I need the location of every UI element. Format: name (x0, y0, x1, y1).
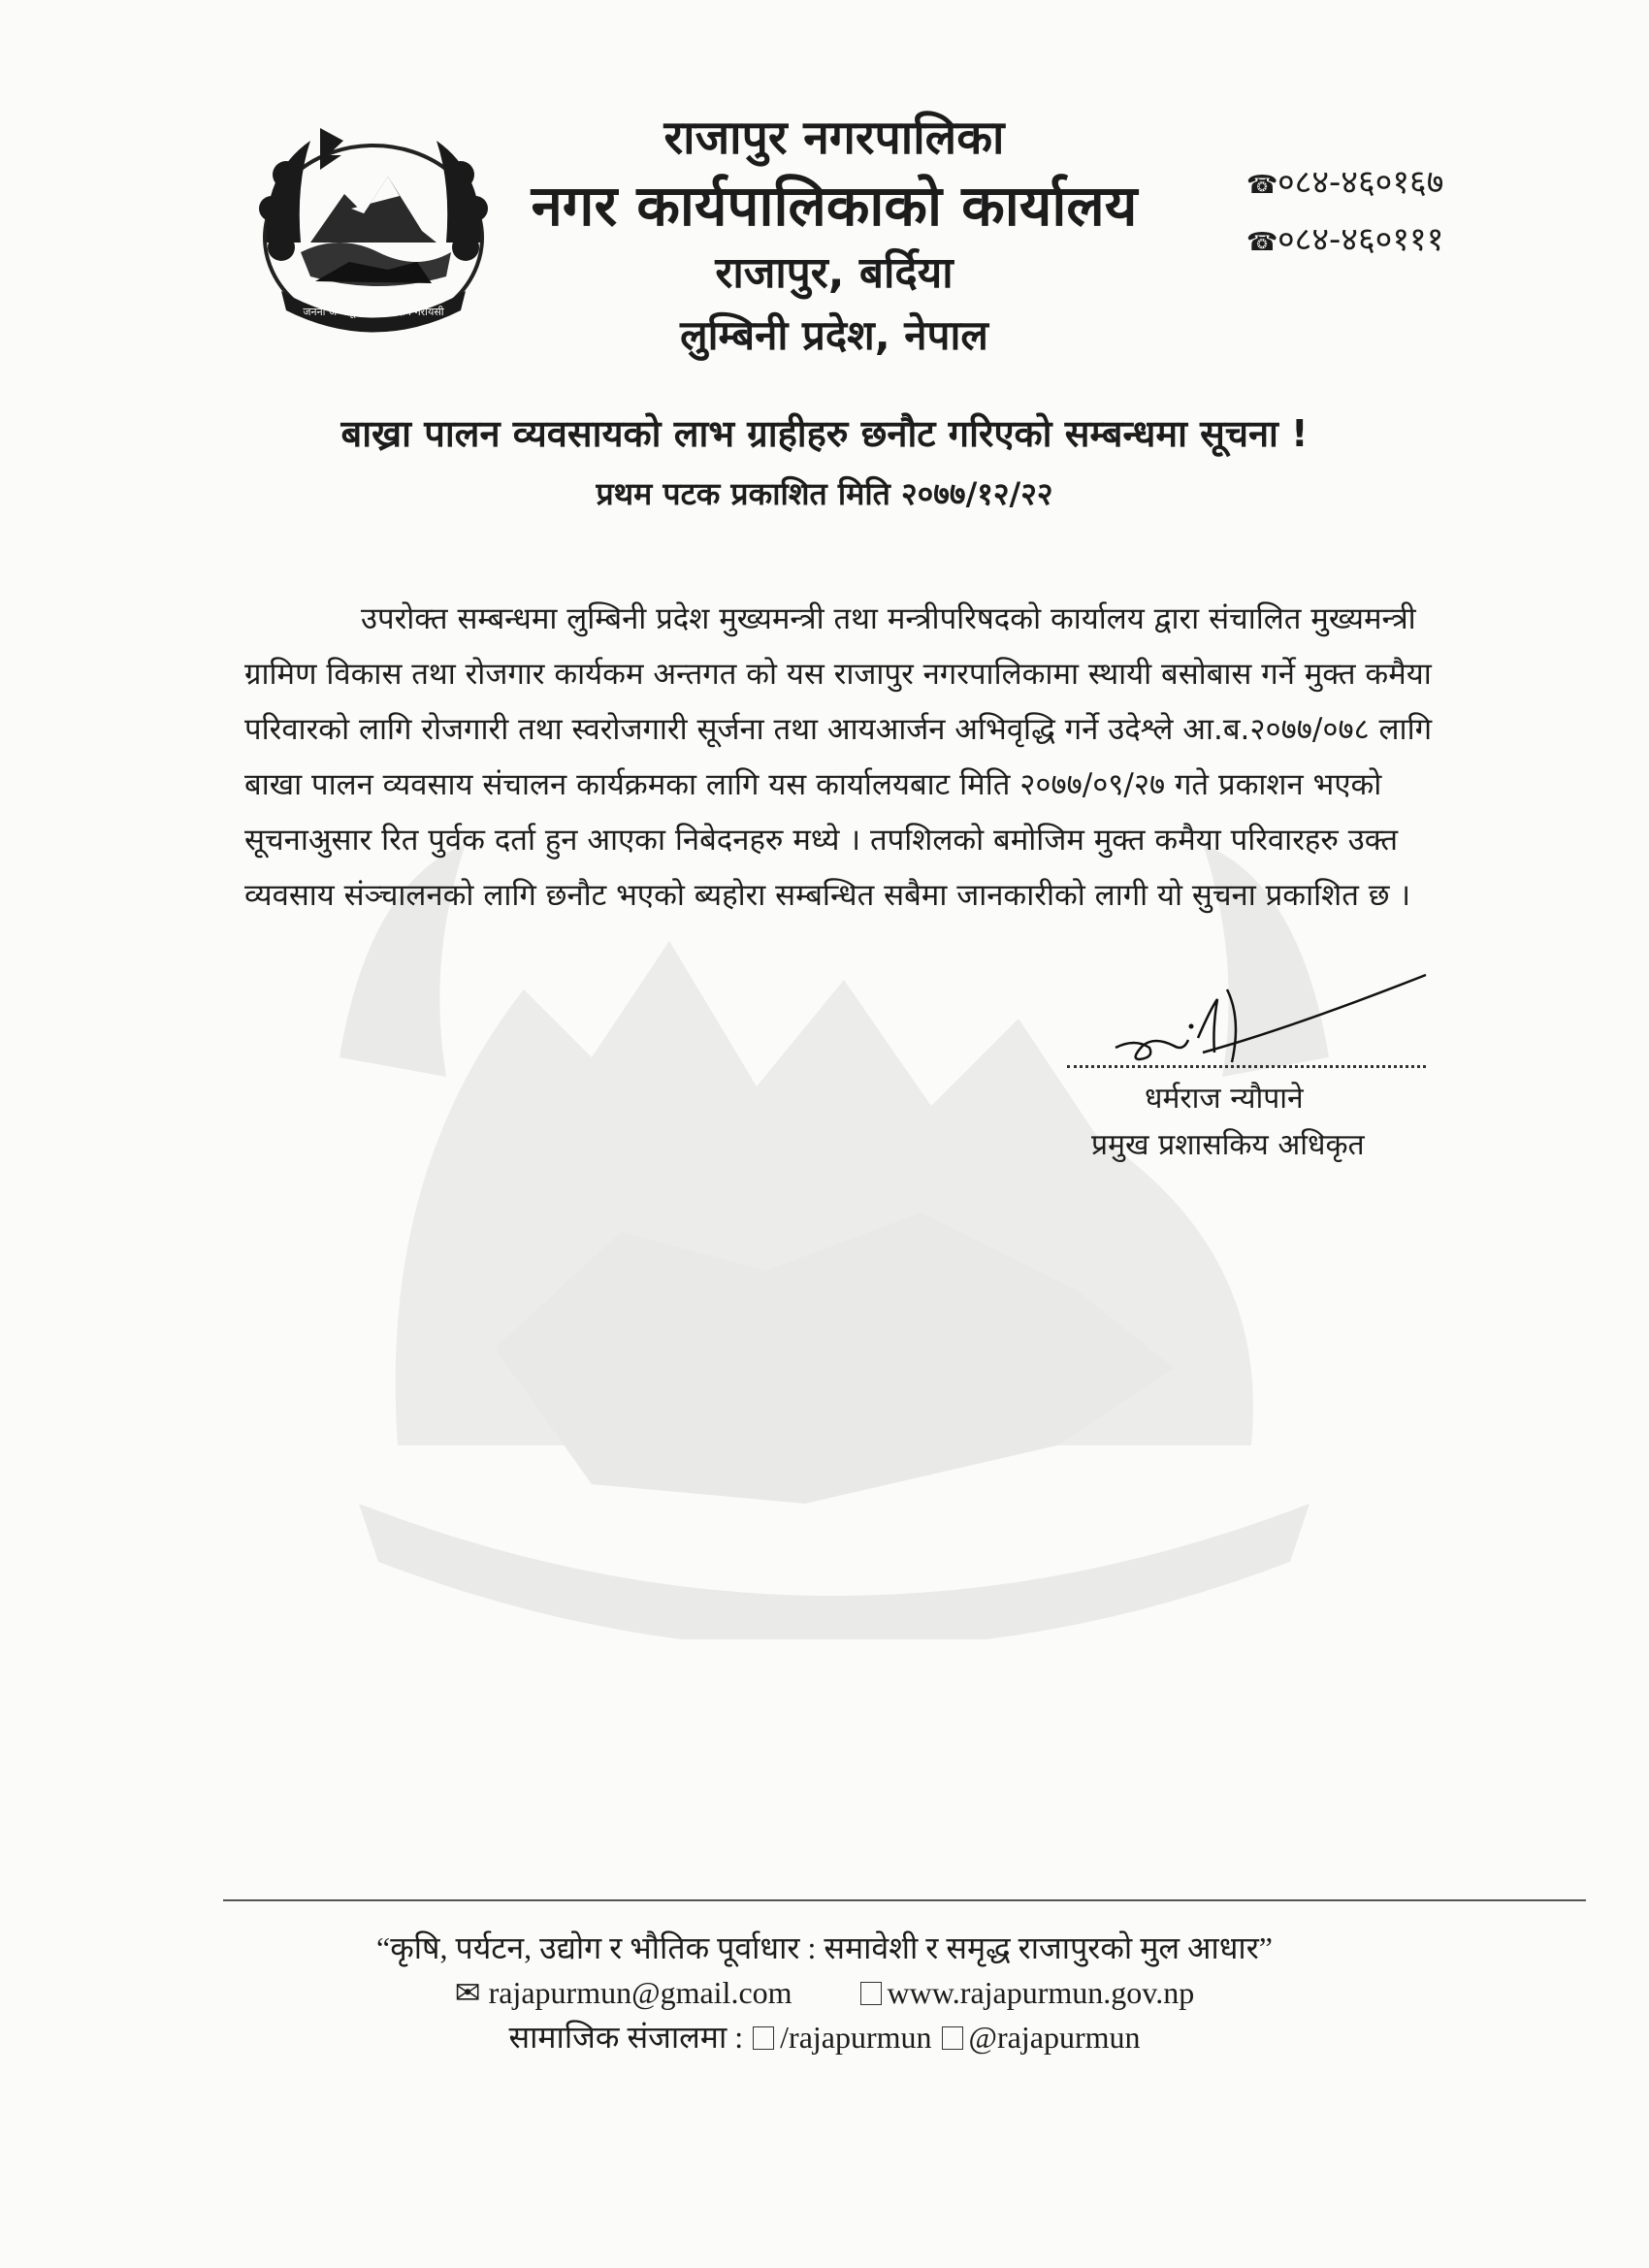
footer-contacts (0, 1970, 1649, 2015)
municipality-name: राजापुर नगरपालिका (663, 111, 1005, 165)
signature-line (1067, 1065, 1426, 1068)
twitter-handle[interactable]: @rajapurmun (968, 2020, 1141, 2055)
phone-number: ०८४-४६०१६७ (1277, 163, 1444, 202)
office-header (524, 107, 1145, 367)
footer (0, 1926, 1649, 2059)
signatory-name: धर्मराज न्यौपाने (1145, 1082, 1304, 1116)
email-link[interactable]: rajapurmun@gmail.com (488, 1975, 792, 2010)
facebook-icon (753, 2026, 774, 2050)
body-line: व्यवसाय संञ्चालनको लागि छनौट भएको ब्यहोरा सम्बन्धित सबैमा जानकारीको लागी यो सुचना प्रकाशित छ । (244, 878, 1411, 913)
telephone-icon: ☎ (1246, 228, 1278, 257)
office-title: नगर कार्यपालिकाको कार्यालय (531, 173, 1138, 239)
office-location: राजापुर, बर्दिया (715, 248, 954, 298)
body-line: परिवारको लागि रोजगारी तथा स्वरोजगारी सूर्जना तथा आयआर्जन अभिवृद्धि गर्ने उदेश्ले आ.ब.२०७७/०७८ लागि (244, 712, 1433, 747)
body-line: ग्रामिण विकास तथा रोजगार कार्यकम अन्तगत को यस राजापुर नगरपालिकामा स्थायी बसोबास गर्ने मुक्त कमैया (244, 657, 1432, 692)
globe-icon (860, 1982, 882, 2005)
telephone-icon: ☎ (1246, 171, 1278, 200)
footer-divider (223, 1899, 1586, 1901)
publication-date: प्रथम पटक प्रकाशित मिति २०७७/१२/२२ (596, 475, 1053, 512)
nepal-emblem-logo (242, 116, 504, 340)
body-line: बाखा पालन व्यवसाय संचालन कार्यक्रमका लागि यस कार्यालयबाट मिति २०७७/०९/२७ गते प्रकाशन भएको (244, 767, 1382, 802)
facebook-handle[interactable]: /rajapurmun (780, 2020, 932, 2055)
signatory-title: प्रमुख प्रशासकिय अधिकृत (1091, 1128, 1365, 1162)
footer-motto: “कृषि, पर्यटन, उद्योग र भौतिक पूर्वाधार : समावेशी र समृद्ध राजापुरको मुल आधार” (375, 1930, 1274, 1965)
body-line: सूचनाअुसार रित पुर्वक दर्ता हुन आएका निबेदनहरु मध्ये । तपशिलको बमोजिम मुक्त कमैया परिवारहरु उक्त (244, 823, 1399, 858)
body-line: उपरोक्त सम्बन्धमा लुम्बिनी प्रदेश मुख्यमन्त्री तथा मन्त्रीपरिषदको कार्यालय द्वारा संचालित मुख्यमन्त्री (361, 601, 1416, 636)
phone-numbers (1246, 155, 1443, 270)
office-province: लुम्बिनी प्रदेश, नेपाल (680, 311, 988, 359)
notice-subject: बाख्रा पालन व्यवसायको लाभ ग्राहीहरु छनौट गरिएको सम्बन्धमा सूचना ! (340, 412, 1309, 455)
envelope-icon: ✉ (454, 1975, 481, 2010)
twitter-icon (942, 2026, 963, 2050)
footer-social (0, 2015, 1649, 2059)
notice-body (244, 592, 1505, 923)
website-link[interactable]: www.rajapurmun.gov.np (887, 1975, 1195, 2010)
social-label: सामाजिक संजालमा : (508, 2020, 744, 2055)
phone-row (1246, 212, 1443, 270)
phone-row (1246, 155, 1443, 212)
svg-text:जननी जन्मभूमिश्च स्वर्गादपि गर: जननी जन्मभूमिश्च स्वर्गादपि गरीयसी (303, 306, 444, 318)
handwritten-signature (1096, 970, 1436, 1077)
phone-number: ०८४-४६०१११ (1277, 220, 1444, 259)
